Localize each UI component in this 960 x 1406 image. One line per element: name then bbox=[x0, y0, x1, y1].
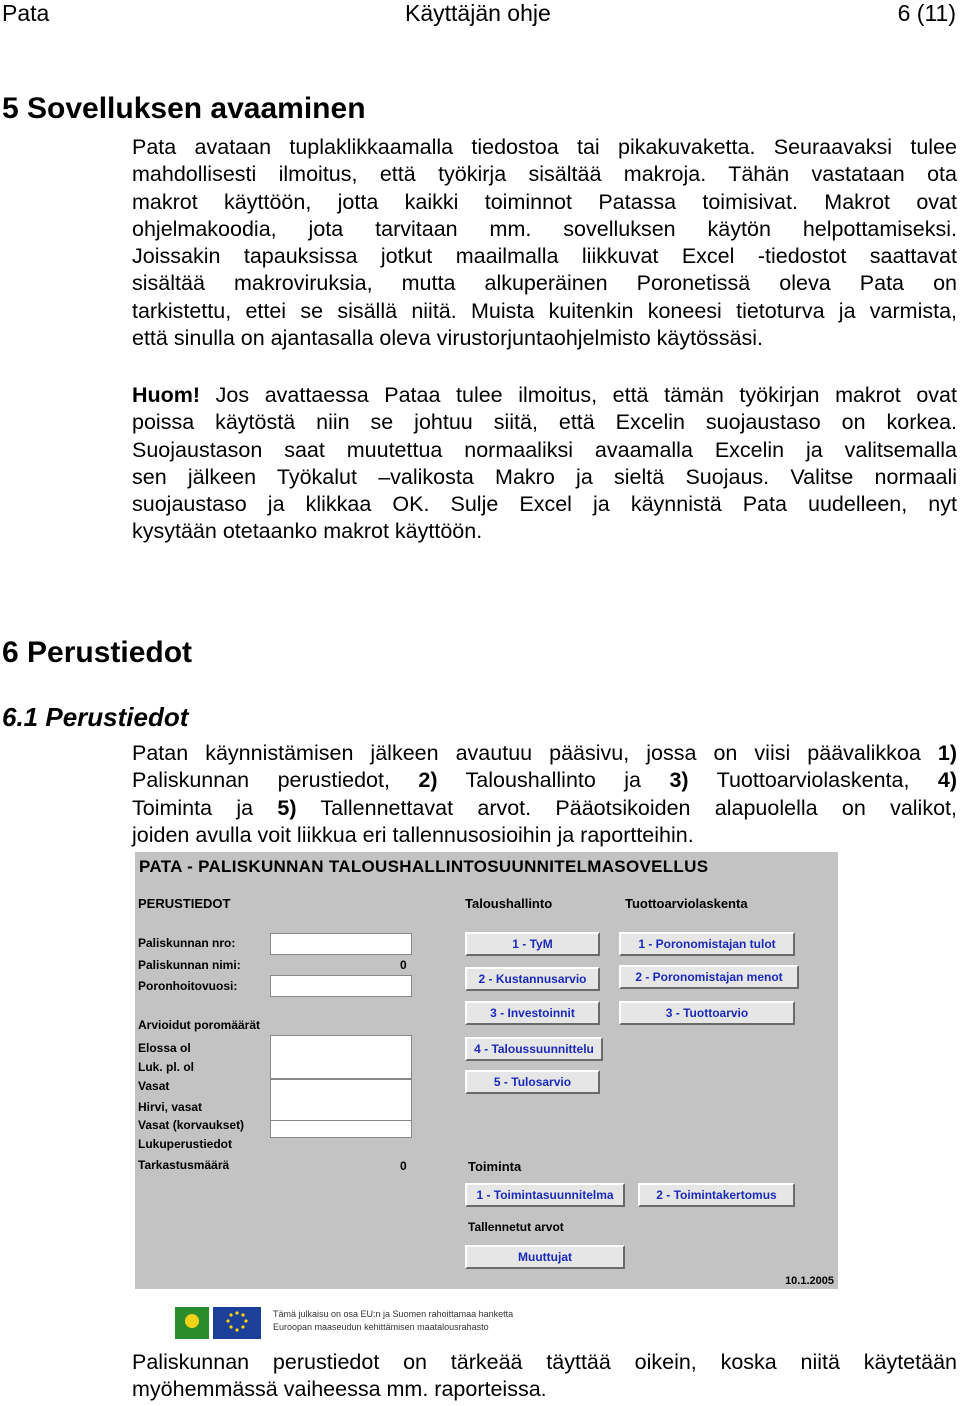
label-row-7: Tarkastusmäärä bbox=[138, 1158, 230, 1172]
funding-text-line: Euroopan maaseudun kehittämisen maatalousrahasto bbox=[273, 1322, 489, 1332]
funding-text bbox=[273, 1308, 513, 1334]
text-line: poissa käytöstä niin se johtuu siitä, että Excelin suojaustaso on korkea. bbox=[132, 410, 957, 435]
section-6-heading: 6 Perustiedot bbox=[2, 636, 193, 669]
text-line: sen jälkeen Työkalut –valikosta Makro ja sieltä Suojaus. Valitse normaali bbox=[132, 464, 957, 489]
header-page-number: 6 (11) bbox=[897, 0, 956, 26]
poronhoitovuosi-field[interactable] bbox=[270, 975, 412, 997]
section-5-paragraph-1 bbox=[132, 134, 957, 352]
app-date: 10.1.2005 bbox=[785, 1275, 834, 1287]
text-line: Joissakin tapauksissa jotkut maailmalla liikkuvat Excel -tiedostot saattavat bbox=[132, 244, 957, 269]
poromaara-total-value: 0 bbox=[400, 1159, 407, 1173]
taloushallinto-heading: Taloushallinto bbox=[465, 896, 553, 911]
label-poronhoitovuosi: Poronhoitovuosi: bbox=[138, 979, 238, 993]
text-line: sisältää makroviruksia, mutta alkuperäinen Poronetissä oleva Pata on bbox=[132, 271, 957, 296]
app-screenshot bbox=[135, 852, 838, 1289]
text-line: joiden avulla voit liikkua eri tallennusosioihin ja raportteihin. bbox=[132, 822, 694, 847]
header-left: Pata bbox=[2, 0, 50, 26]
label-row-3: Vasat bbox=[138, 1079, 170, 1093]
leaf-logo-sun bbox=[185, 1314, 199, 1328]
label-row-4: Hirvi, vasat bbox=[138, 1100, 203, 1114]
poromaara-field-3[interactable] bbox=[270, 1120, 412, 1138]
funding-text-line: Tämä julkaisu on osa EU:n ja Suomen rahoittamaa hanketta bbox=[273, 1309, 514, 1319]
menu-number: 3) bbox=[669, 768, 689, 793]
text-segment: Tuottoarviolaskenta, bbox=[688, 768, 938, 793]
label-row-5: Vasat (korvaukset) bbox=[138, 1118, 245, 1132]
menu-number: 4) bbox=[937, 768, 958, 793]
header-center: Käyttäjän ohje bbox=[405, 0, 551, 26]
label-row-1: Elossa ol bbox=[138, 1041, 191, 1055]
kustannusarvio-button[interactable]: 2 - Kustannusarvio bbox=[465, 967, 600, 991]
app-title: PATA - PALISKUNNAN TALOUSHALLINTOSUUNNITELMASOVELLUS bbox=[139, 857, 709, 876]
paliskunnan-nimi-value: 0 bbox=[400, 958, 407, 972]
eu-flag-logo bbox=[175, 1305, 265, 1341]
menu-number: 1) bbox=[937, 741, 957, 765]
text-line: myöhemmässä vaiheessa mm. raporteissa. bbox=[132, 1377, 547, 1402]
tallennetut-arvot-heading: Tallennetut arvot bbox=[468, 1220, 564, 1234]
text-line: Pata avataan tuplaklikkaamalla tiedostoa tai pikakuvaketta. Seuraavaksi tulee bbox=[132, 135, 957, 159]
text-line bbox=[132, 767, 957, 794]
text-line: ohjelmakoodia, jota tarvitaan mm. sovelluksen käytön helpottamiseksi. bbox=[132, 216, 957, 241]
menu-number: 2) bbox=[418, 768, 438, 793]
huom-label: Huom! bbox=[132, 383, 201, 407]
section-5-paragraph-2 bbox=[132, 382, 957, 546]
section-6-1-heading: 6.1 Perustiedot bbox=[2, 702, 189, 732]
poronomistajan-menot-button[interactable]: 2 - Poronomistajan menot bbox=[619, 965, 799, 989]
text-line: makrot käyttöön, jotta kaikki toiminnot Patassa toimisivat. Makrot ovat bbox=[132, 189, 957, 214]
label-row-6: Lukuperustiedot bbox=[138, 1137, 233, 1151]
text-line: kysytään otetaanko makrot käyttöön. bbox=[132, 519, 483, 544]
text-line: Suojaustason saat muutettua normaaliksi avaamalla Excelin ja valitsemalla bbox=[132, 437, 957, 462]
toimintasuunnitelma-button[interactable]: 1 - Toimintasuunnitelma bbox=[465, 1183, 625, 1207]
muuttujat-button[interactable]: Muuttujat bbox=[465, 1245, 625, 1269]
closing-paragraph bbox=[132, 1349, 957, 1404]
text-line: että sinulla on ajantasalla oleva virustorjuntaohjelmisto käytössäsi. bbox=[132, 326, 764, 351]
taloussuunnittelu-button[interactable]: 4 - Taloussuunnittelu bbox=[465, 1037, 603, 1061]
toimintakertomus-button[interactable]: 2 - Toimintakertomus bbox=[638, 1183, 795, 1207]
perustiedot-heading: PERUSTIEDOT bbox=[138, 896, 231, 911]
tym-button[interactable]: 1 - TyM bbox=[465, 932, 600, 956]
text-segment: Paliskunnan perustiedot, bbox=[132, 768, 419, 793]
section-6-intro bbox=[132, 740, 957, 849]
text-line: mahdollisesti ilmoitus, että työkirja sisältää makroja. Tähän vastataan ota bbox=[132, 162, 957, 187]
toiminta-heading: Toiminta bbox=[468, 1159, 522, 1174]
funding-logos bbox=[175, 1305, 615, 1341]
text-segment: Jos avattaessa Pataa tulee ilmoitus, että tämän työkirjan makrot ovat bbox=[200, 383, 957, 407]
label-paliskunnan-nro: Paliskunnan nro: bbox=[138, 936, 236, 950]
menu-number: 5) bbox=[277, 795, 297, 820]
poromaara-field-2[interactable] bbox=[270, 1079, 412, 1121]
text-line: suojaustaso ja klikkaa OK. Sulje Excel ja käynnistä Pata uudelleen, nyt bbox=[132, 492, 957, 517]
paliskunnan-nro-field[interactable] bbox=[270, 933, 412, 955]
text-line bbox=[132, 795, 957, 822]
poromaara-field-1[interactable] bbox=[270, 1035, 412, 1079]
poronomistajan-tulot-button[interactable]: 1 - Poronomistajan tulot bbox=[619, 932, 795, 956]
section-5-heading: 5 Sovelluksen avaaminen bbox=[2, 92, 366, 125]
tuottoarvio-button[interactable]: 3 - Tuottoarvio bbox=[619, 1001, 795, 1025]
text-segment: Toiminta ja bbox=[132, 795, 278, 820]
text-line: tarkistettu, ettei se sisällä niitä. Muista kuitenkin koneesi tietoturva ja varmista, bbox=[132, 298, 957, 323]
text-segment: Tallennettavat arvot. Pääotsikoiden alapuolella on valikot, bbox=[296, 795, 957, 820]
text-line: Paliskunnan perustiedot on tärkeää täyttää oikein, koska niitä käytetään bbox=[132, 1350, 957, 1374]
text-line bbox=[132, 382, 957, 409]
label-arvioidut-poromaarat: Arvioidut poromäärät bbox=[138, 1018, 261, 1032]
text-segment: Taloushallinto ja bbox=[437, 768, 670, 793]
tulosarvio-button[interactable]: 5 - Tulosarvio bbox=[465, 1070, 600, 1094]
label-paliskunnan-nimi: Paliskunnan nimi: bbox=[138, 958, 241, 972]
text-segment: Patan käynnistämisen jälkeen avautuu pääsivu, jossa on viisi päävalikkoa bbox=[132, 741, 938, 765]
investoinnit-button[interactable]: 3 - Investoinnit bbox=[465, 1001, 600, 1025]
tuottoarviolaskenta-heading: Tuottoarviolaskenta bbox=[625, 896, 748, 911]
text-line bbox=[132, 740, 957, 767]
label-row-2: Luk. pl. ol bbox=[138, 1060, 194, 1074]
